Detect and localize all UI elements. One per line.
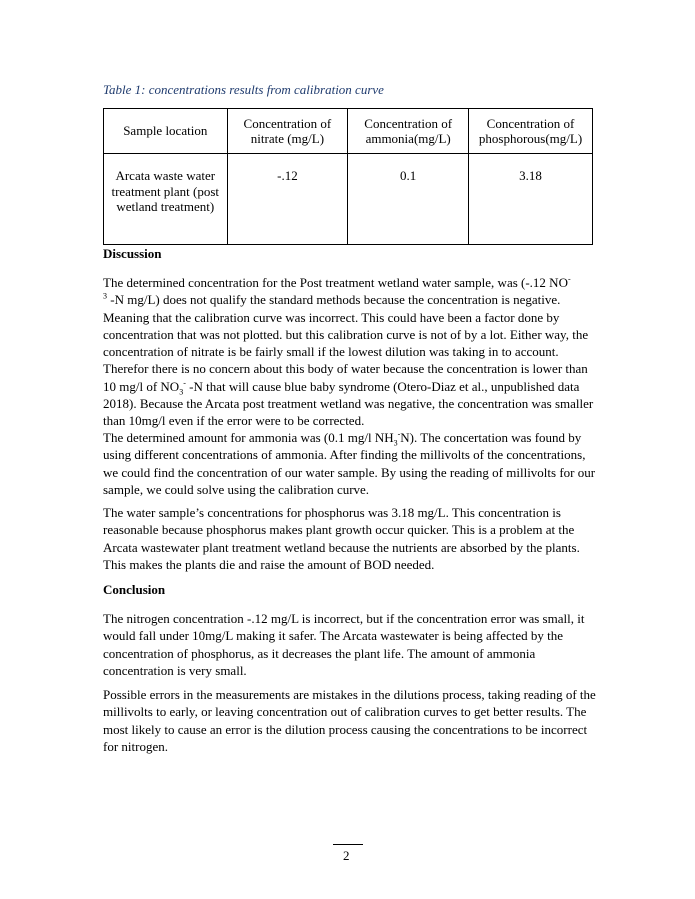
conclusion-heading: Conclusion: [103, 582, 166, 597]
discussion-paragraph-2: [103, 429, 598, 498]
text-run: -N that will cause blue baby syndrome (Otero-Diaz et al., unpublished data 2018). Because the Arcata post treatment wetland was negative, the concentration was smaller than 10mg/l even if the error were to be corrected.: [103, 378, 594, 429]
table-cell-phosphorous: 3.18: [469, 154, 593, 245]
subscript: 3: [179, 387, 184, 397]
discussion-heading: Discussion: [103, 246, 162, 261]
discussion-paragraph-3: The water sample’s concentrations for phosphorus was 3.18 mg/L. This concentration is reasonable because phosphorus makes plant growth occur quicker. This is a problem at the Arcata wastewater plant treatment wetland because the nutrients are absorbed by the plants. This makes the plants die and raise the amount of BOD needed.: [103, 505, 580, 572]
superscript: -: [183, 378, 186, 388]
conclusion-paragraph-1: The nitrogen concentration -.12 mg/L is incorrect, but if the concentration error was small, it would fall under 10mg/L making it safer. The Arcata wastewater is being affected by the concentration of phosphorus, as it decreases the plant life. The amount of ammonia concentration is very small.: [103, 611, 585, 678]
table-header-cell: Concentration of ammonia(mg/L): [348, 109, 469, 154]
table-caption: Table 1: concentrations results from calibration curve: [103, 82, 384, 97]
table-cell-location: Arcata waste water treatment plant (post wetland treatment): [104, 154, 228, 245]
superscript: -: [567, 274, 571, 284]
table-cell-ammonia: 0.1: [348, 154, 469, 245]
text-run: The determined amount for ammonia was (0.1 mg/l NH: [103, 430, 394, 445]
superscript: 3: [103, 291, 107, 301]
text-run: The determined concentration for the Post treatment wetland water sample, was (-.12 NO: [103, 275, 568, 290]
conclusion-paragraph-2: Possible errors in the measurements are mistakes in the dilutions process, taking reading of the millivolts to early, or leaving concentration out of calibration curves to get better results. The most likely to cause an error is the dilution process causing the concentrations to be incorrect for nitrogen.: [103, 687, 596, 754]
results-table: [103, 108, 593, 245]
table-header-cell: Concentration of nitrate (mg/L): [227, 109, 348, 154]
footer-divider: [333, 844, 363, 845]
table-row: [104, 154, 593, 245]
table-cell-nitrate: -.12: [227, 154, 348, 245]
superscript: -: [397, 429, 401, 439]
discussion-paragraph-1: [103, 274, 598, 430]
table-header-cell: Concentration of phosphorous(mg/L): [469, 109, 593, 154]
page-number: 2: [343, 848, 350, 863]
table-header-row: [104, 109, 593, 154]
text-run: N). The concertation was found by using different concentrations of ammonia. After finding the millivolts of the concentrations, we could find the concentration of our water sample. By using the reading of millivolts for our sample, we could solve using the calibration curve.: [103, 430, 596, 497]
text-run: -N mg/L) does not qualify the standard methods because the concentration is negative. Meaning that the calibration curve was incorrect. This could have been a factor done by concentration that was not plotted. but this calibration curve is not of by a lot. Either way, the concentration of nitrate is be fairly small if the lowest dilution was taking in to account. Therefor there is no concern about this body of water because the concentration is lower than 10 mg/l of NO: [103, 292, 589, 394]
table-header-cell: Sample location: [104, 109, 228, 154]
subscript: 3: [393, 438, 398, 448]
